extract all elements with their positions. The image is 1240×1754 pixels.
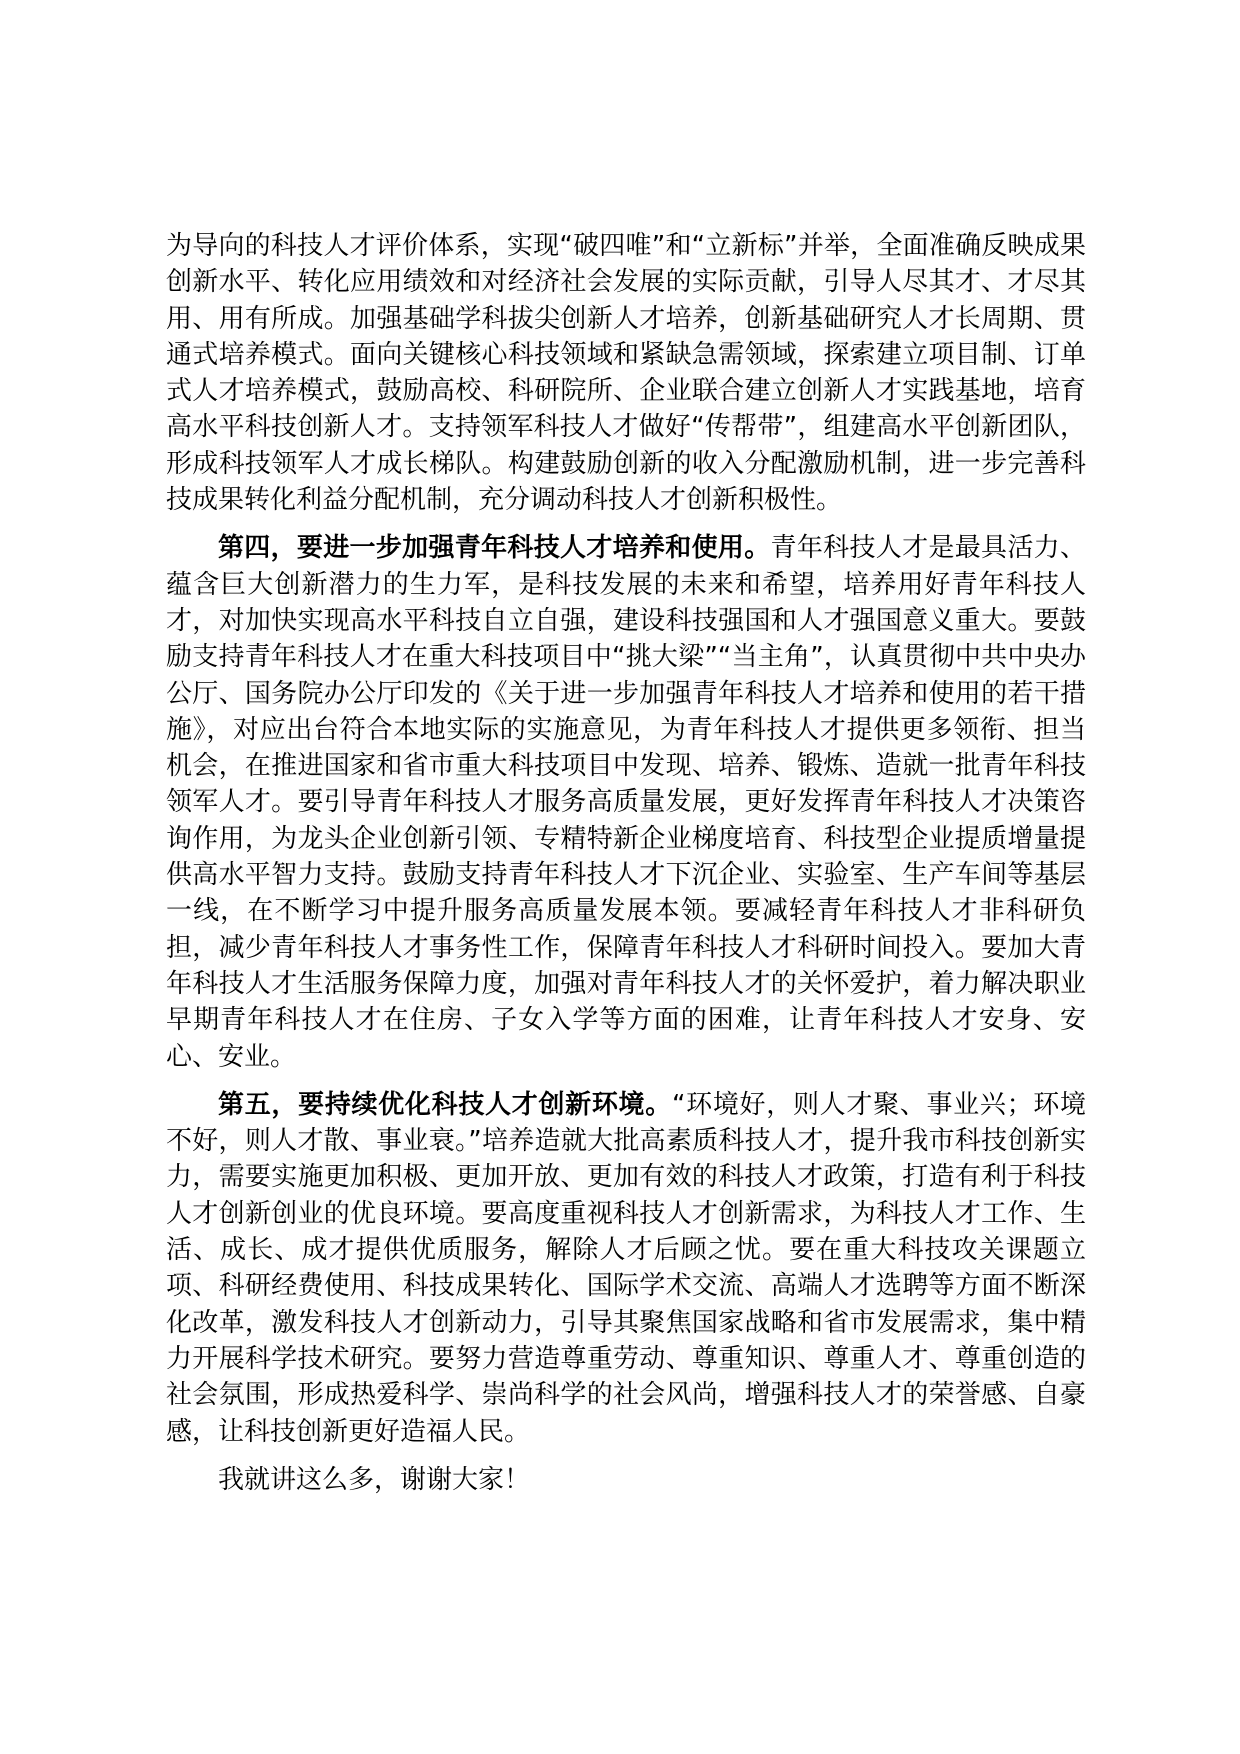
paragraph-continued bbox=[166, 228, 1086, 518]
paragraph-fifth-point bbox=[166, 1087, 1086, 1450]
paragraph-text: 为导向的科技人才评价体系，实现“破四唯”和“立新标”并举，全面准确反映成果创新水平、转化应用绩效和对经济社会发展的实际贡献，引导人尽其才、才尽其用、用有所成。加强基础学科拔尖创新人才培养，创新基础研究人才长周期、贯通式培养模式。面向关键核心科技领域和紧缺急需领域，探索建立项目制、订单式人才培养模式，鼓励高校、科研院所、企业联合建立创新人才实践基地，培育高水平科技创新人才。支持领军科技人才做好“传帮带”，组建高水平创新团队，形成科技领军人才成长梯队。构建鼓励创新的收入分配激励机制，进一步完善科技成果转化利益分配机制，充分调动科技人才创新积极性。 bbox=[166, 231, 1086, 516]
closing-remark: 我就讲这么多，谢谢大家！ bbox=[218, 1464, 531, 1495]
paragraph-heading: 第四，要进一步加强青年科技人才培养和使用。 bbox=[218, 533, 771, 564]
paragraph-text: 青年科技人才是最具活力、蕴含巨大创新潜力的生力军，是科技发展的未来和希望，培养用好青年科技人才，对加快实现高水平科技自立自强，建设科技强国和人才强国意义重大。要鼓励支持青年科技人才在重大科技项目中“挑大梁”“当主角”，认真贯彻中共中央办公厅、国务院办公厅印发的《关于进一步加强青年科技人才培养和使用的若干措施》，对应出台符合本地实际的实施意见，为青年科技人才提供更多领衔、担当机会，在推进国家和省市重大科技项目中发现、培养、锻炼、造就一批青年科技领军人才。要引导青年科技人才服务高质量发展，更好发挥青年科技人才决策咨询作用，为龙头企业创新引领、专精特新企业梯度培育、科技型企业提质增量提供高水平智力支持。鼓励支持青年科技人才下沉企业、实验室、生产车间等基层一线，在不断学习中提升服务高质量发展本领。要减轻青年科技人才非科研负担，减少青年科技人才事务性工作，保障青年科技人才科研时间投入。要加大青年科技人才生活服务保障力度，加强对青年科技人才的关怀爱护，着力解决职业早期青年科技人才在住房、子女入学等方面的困难，让青年科技人才安身、安心、安业。 bbox=[166, 533, 1086, 1072]
paragraph-fourth-point bbox=[166, 530, 1086, 1074]
document-body bbox=[166, 228, 1086, 1498]
paragraph-heading: 第五，要持续优化科技人才创新环境。 bbox=[218, 1089, 672, 1120]
paragraph-text: “环境好，则人才聚、事业兴；环境不好，则人才散、事业衰。”培养造就大批高素质科技人才，提升我市科技创新实力，需要实施更加积极、更加开放、更加有效的科技人才政策，打造有利于科技人才创新创业的优良环境。要高度重视科技人才创新需求，为科技人才工作、生活、成长、成才提供优质服务，解除人才后顾之忧。要在重大科技攻关课题立项、科研经费使用、科技成果转化、国际学术交流、高端人才选聘等方面不断深化改革，激发科技人才创新动力，引导其聚焦国家战略和省市发展需求，集中精力开展科学技术研究。要努力营造尊重劳动、尊重知识、尊重人才、尊重创造的社会氛围，形成热爱科学、崇尚科学的社会风尚，增强科技人才的荣誉感、自豪感，让科技创新更好造福人民。 bbox=[166, 1089, 1086, 1447]
